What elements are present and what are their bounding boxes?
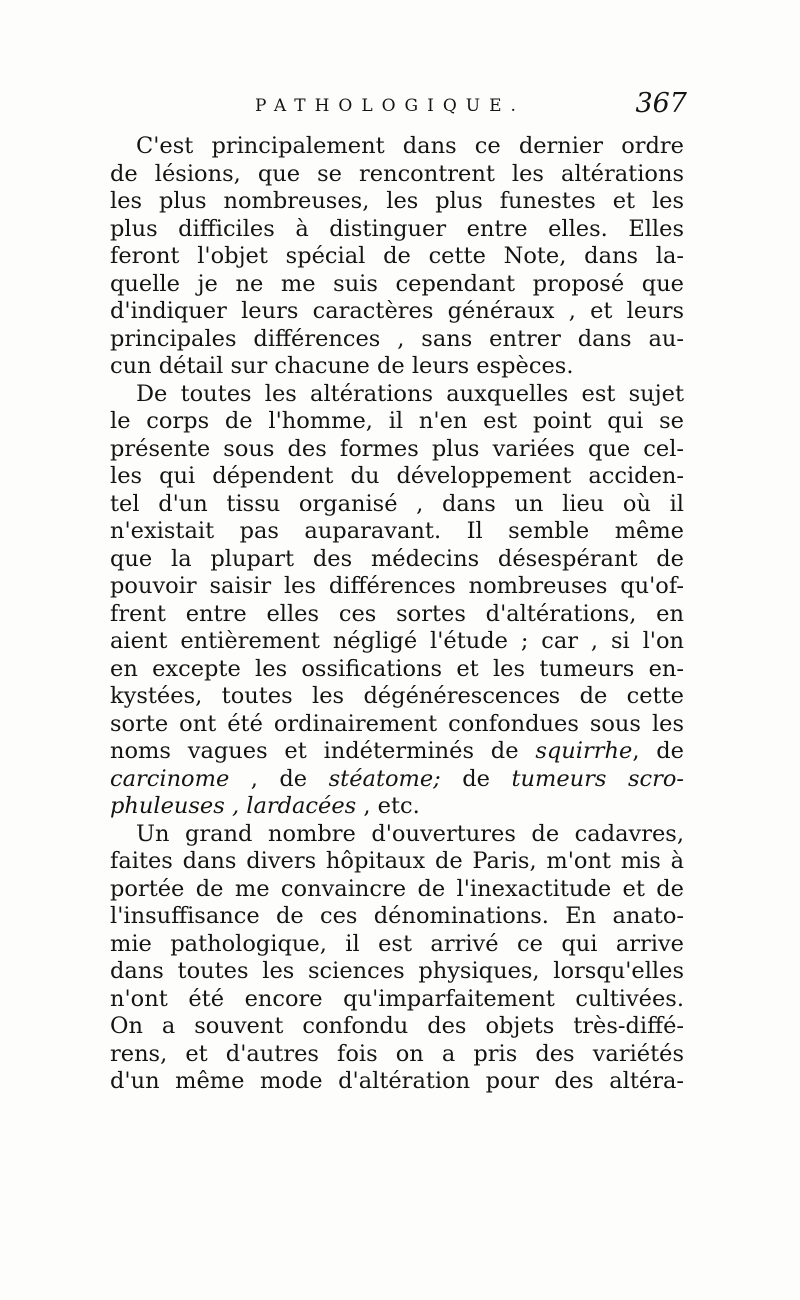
body-text <box>110 133 684 1096</box>
text-line: les qui dépendent du développement acciden- <box>110 463 684 489</box>
text-line: principales différences , sans entrer dans au- <box>110 325 684 352</box>
running-head: PATHOLOGIQUE. <box>255 96 525 116</box>
text-run: de <box>440 765 512 792</box>
text-line: kystées, toutes les dégénérescences de cette <box>110 683 684 709</box>
text-line: De toutes les altérations auxquelles est sujet <box>136 380 684 407</box>
text-line: Un grand nombre d'ouvertures de cadavres, <box>136 820 684 847</box>
text-run: , de <box>229 765 329 792</box>
text-line: tel d'un tissu organisé , dans un lieu où il <box>110 490 684 517</box>
text-line: C'est principalement dans ce dernier ordre <box>136 133 684 159</box>
text-line-with-italic <box>110 738 684 766</box>
text-line: aient entièrement négligé l'étude ; car , si l'on <box>110 628 684 654</box>
italic-term: phuleuses , lardacées <box>110 793 357 819</box>
text-run: , de <box>632 738 684 764</box>
text-line: sorte ont été ordinairement confondues sous les <box>110 710 684 737</box>
text-line: que la plupart des médecins désespérant de <box>110 545 684 572</box>
text-line: rens, et d'autres fois on a pris des variétés <box>110 1040 684 1067</box>
text-line: les plus nombreuses, les plus funestes et les <box>110 188 684 214</box>
text-line: On a souvent confondu des objets très-diffé- <box>110 1013 684 1039</box>
text-line: de lésions, que se rencontrent les altérations <box>110 160 684 187</box>
text-line-with-italic <box>110 766 684 794</box>
page-header <box>255 88 687 126</box>
text-line: l'insuffisance de ces dénominations. En anato- <box>110 903 684 929</box>
text-line: quelle je ne me suis cependant proposé que <box>110 270 684 297</box>
text-line: n'existait pas auparavant. Il semble même <box>110 518 684 544</box>
page-number: 367 <box>635 88 687 119</box>
text-line: pouvoir saisir les différences nombreuses qu'of- <box>110 573 684 599</box>
text-line: frent entre elles ces sortes d'altérations, en <box>110 600 684 627</box>
italic-term: squirrhe <box>535 738 633 764</box>
text-line: mie pathologique, il est arrivé ce qui arrive <box>110 930 684 957</box>
text-line: le corps de l'homme, il n'en est point qui se <box>110 408 684 434</box>
text-line: d'un même mode d'altération pour des altéra- <box>110 1068 684 1094</box>
italic-term: tumeurs scro- <box>511 765 684 792</box>
text-run: , etc. <box>356 793 420 819</box>
text-line-with-italic <box>110 793 684 821</box>
text-line: d'indiquer leurs caractères généraux , et leurs <box>110 298 684 324</box>
italic-term: stéatome; <box>328 765 441 792</box>
text-line: plus difficiles à distinguer entre elles. Elles <box>110 215 684 242</box>
text-run: noms vagues et indéterminés de <box>110 738 519 764</box>
italic-term: carcinome <box>110 765 230 792</box>
text-line: en excepte les ossifications et les tumeurs en- <box>110 655 684 682</box>
text-line: dans toutes les sciences physiques, lorsqu'elles <box>110 958 684 984</box>
text-line: présente sous des formes plus variées que cel- <box>110 435 684 462</box>
text-line: feront l'objet spécial de cette Note, dans la- <box>110 243 684 269</box>
text-line: portée de me convaincre de l'inexactitude et de <box>110 875 684 902</box>
text-line: n'ont été encore qu'imparfaitement cultivées. <box>110 985 684 1012</box>
text-line: faites dans divers hôpitaux de Paris, m'ont mis à <box>110 848 684 874</box>
text-line: cun détail sur chacune de leurs espèces. <box>110 353 574 379</box>
